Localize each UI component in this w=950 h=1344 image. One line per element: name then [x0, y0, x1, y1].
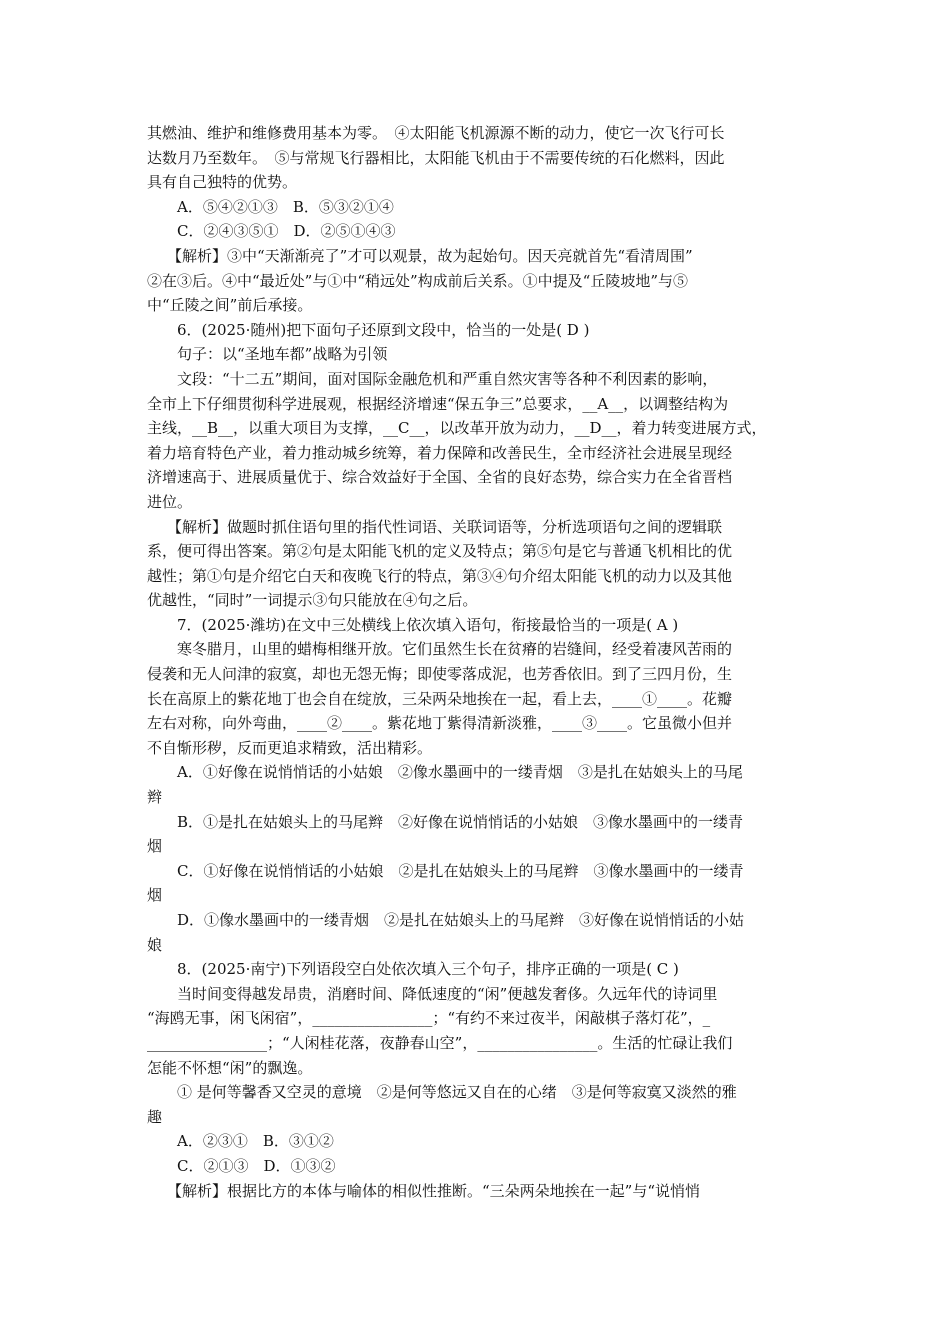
text-line: ________________；“人闲桂花落，夜静春山空”，________________。生活的忙碌让我们	[147, 1033, 733, 1052]
text-line: D．①像水墨画中的一缕青烟 ②是扎在姑娘头上的马尾辫 ③好像在说悄悄话的小姑	[177, 911, 745, 929]
text-line: 侵袭和无人问津的寂寞，却也无怨无悔；即使零落成泥，也芳香依旧。到了三四月份，生	[147, 665, 733, 684]
text-line: ① 是何等馨香又空灵的意境 ②是何等悠远又自在的心绪 ③是何等寂寞又淡然的雅	[177, 1083, 737, 1102]
text-line: 8．(2025·南宁)下列语段空白处依次填入三个句子，排序正确的一项是( C )	[177, 960, 679, 979]
text-line: 句子：以“圣地车都”战略为引领	[177, 345, 388, 364]
text-line: 全市上下仔细贯彻科学进展观，根据经济增速“保五争三”总要求，__A__，以调整结构为	[147, 394, 729, 413]
text-line: B．①是扎在姑娘头上的马尾辫 ②好像在说悄悄话的小姑娘 ③像水墨画中的一缕青	[177, 812, 744, 831]
text-line: 烟	[147, 837, 163, 856]
text-line: 趣	[147, 1107, 163, 1126]
text-line: 中“丘陵之间”前后承接。	[147, 296, 313, 315]
text-line: 系，便可得出答案。第②句是太阳能飞机的定义及特点；第⑤句是它与普通飞机相比的优	[147, 542, 733, 561]
text-line: 怎能不怀想“闲”的飘逸。	[147, 1058, 313, 1077]
text-line: 具有自己独特的优势。	[147, 173, 298, 192]
document-page	[147, 121, 815, 1203]
text-line: 娘	[147, 935, 163, 954]
text-line: 【解析】根据比方的本体与喻体的相似性推断。“三朵两朵地挨在一起”与“说悄悄	[167, 1181, 701, 1200]
text-line: 寒冬腊月，山里的蜡梅相继开放。它们虽然生长在贫瘠的岩缝间，经受着凄风苦雨的	[177, 640, 733, 659]
text-line: C．②④③⑤① D．②⑤①④③	[177, 222, 396, 241]
text-line: 文段：“十二五”期间，面对国际金融危机和严重自然灾害等各种不利因素的影响，	[177, 369, 718, 388]
text-line: 左右对称，向外弯曲，____②____。紫花地丁紫得清新淡雅，____③____。它虽微小但并	[147, 714, 733, 733]
text-line: 主线，__B__，以重大项目为支撑，__C__，以改革开放为动力，__D__，着力转变进展方式，	[147, 419, 767, 438]
text-line: A．②③① B．③①②	[177, 1132, 334, 1151]
text-line: 6．(2025·随州)把下面句子还原到文段中，恰当的一处是( D )	[177, 320, 590, 339]
text-line: C．①好像在说悄悄话的小姑娘 ②是扎在姑娘头上的马尾辫 ③像水墨画中的一缕青	[177, 861, 744, 880]
text-line: 当时间变得越发昂贵，消磨时间、降低速度的“闲”便越发奢侈。久远年代的诗词里	[177, 984, 718, 1003]
text-line: 烟	[147, 886, 163, 905]
text-line: 济增速高于、进展质量优于、综合效益好于全国、全省的良好态势，综合实力在全省晋档	[147, 468, 733, 487]
text-line: 着力培育特色产业，着力推动城乡统筹，着力保障和改善民生，全市经济社会进展呈现经	[147, 443, 733, 462]
text-line: C．②①③ D．①③②	[177, 1156, 336, 1175]
text-line: 长在高原上的紫花地丁也会自在绽放，三朵两朵地挨在一起，看上去，____①____。花瓣	[147, 689, 733, 708]
text-line: 不自惭形秽，反而更追求精致，活出精彩。	[147, 738, 433, 757]
text-line: 辫	[147, 788, 163, 807]
text-line: 优越性，“同时”一词提示③句只能放在④句之后。	[147, 591, 478, 610]
text-line: 【解析】③中“天渐渐亮了”才可以观景，故为起始句。因天亮就首先“看清周围”	[167, 246, 693, 265]
text-line: 7．(2025·潍坊)在文中三处横线上依次填入语句，衔接最恰当的一项是( A )	[177, 615, 679, 634]
text-line: 其燃油、维护和维修费用基本为零。 ④太阳能飞机源源不断的动力，使它一次飞行可长	[147, 124, 725, 142]
text-line: 达数月乃至数年。 ⑤与常规飞行器相比，太阳能飞机由于不需要传统的石化燃料，因此	[147, 148, 725, 167]
text-line: 进位。	[147, 492, 193, 511]
text-line: A．①好像在说悄悄话的小姑娘 ②像水墨画中的一缕青烟 ③是扎在姑娘头上的马尾	[177, 763, 743, 782]
text-line: 【解析】做题时抓住语句里的指代性词语、关联词语等，分析选项语句之间的逻辑联	[167, 517, 723, 536]
text-line: A．⑤④②①③ B．⑤③②①④	[177, 197, 394, 216]
text-line: ②在③后。④中“最近处”与①中“稍远处”构成前后关系。①中提及“丘陵坡地”与⑤	[147, 271, 689, 290]
text-line: 越性；第①句是介绍它白天和夜晚飞行的特点，第③④句介绍太阳能飞机的动力以及其他	[147, 566, 733, 585]
text-line: “海鸥无事，闲飞闲宿”，________________；“有约不来过夜半，闲敲棋子落灯花”，_	[147, 1009, 711, 1028]
